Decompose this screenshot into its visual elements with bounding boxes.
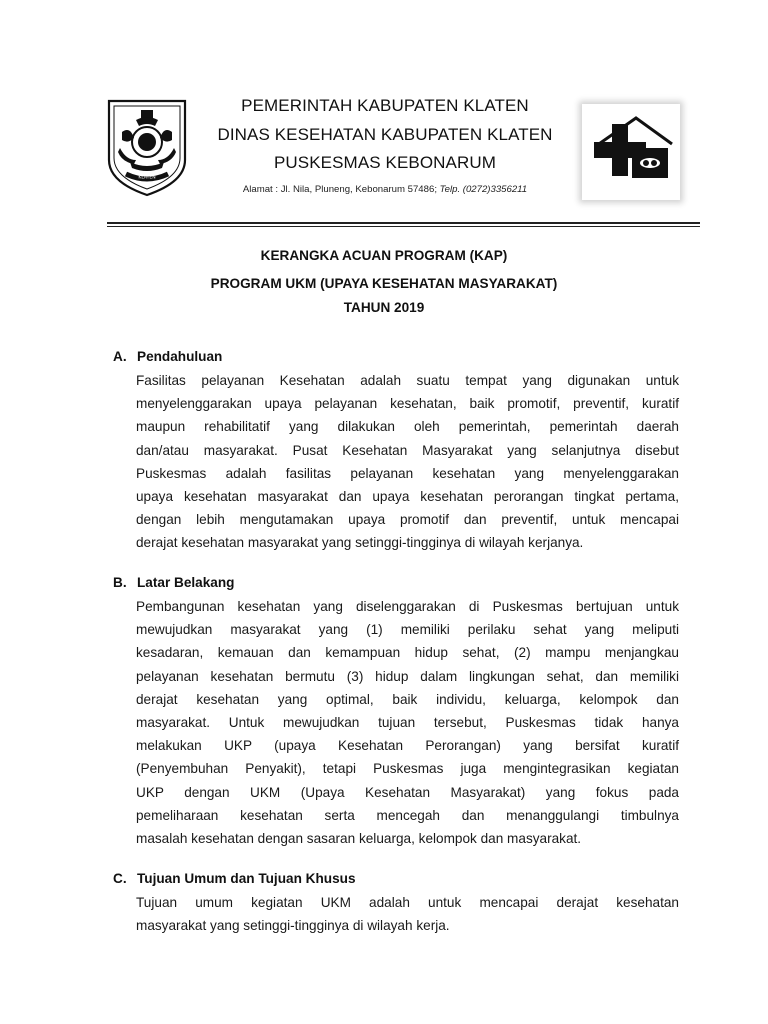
seal-ribbon-text: KLATEN — [138, 175, 156, 181]
document-subtitle: PROGRAM UKM (UPAYA KESEHATAN MASYARAKAT) — [210, 276, 558, 291]
section-c-heading — [113, 871, 356, 886]
paragraph-line: melakukan UKP (upaya Kesehatan Perorangan) yang bersifat kuratif — [136, 738, 679, 754]
section-letter: A. — [113, 349, 127, 364]
letterhead-agency: DINAS KESEHATAN KABUPATEN KLATEN — [217, 125, 553, 144]
letterhead-government: PEMERINTAH KABUPATEN KLATEN — [241, 96, 529, 115]
section-title: Tujuan Umum dan Tujuan Khusus — [137, 871, 356, 886]
section-b-paragraph — [136, 595, 679, 850]
paragraph-line: kesadaran, kemauan dan kemampuan hidup sehat, (2) mampu menjangkau — [136, 645, 679, 661]
paragraph-line: maupun rehabilitatif yang dilakukan oleh pemerintah, pemerintah daerah — [136, 419, 679, 435]
paragraph-line: Puskesmas adalah fasilitas pelayanan kesehatan yang menyelenggarakan — [136, 465, 679, 481]
section-title: Latar Belakang — [137, 575, 235, 590]
document-title: KERANGKA ACUAN PROGRAM (KAP) — [260, 248, 508, 263]
section-b-heading — [113, 575, 234, 590]
section-a-heading — [113, 349, 222, 364]
section-a-paragraph — [136, 369, 679, 555]
phone-text: Telp. (0272)3356211 — [439, 184, 528, 195]
paragraph-line: derajat kesehatan masyarakat yang setinggi-tingginya di wilayah kerjanya. — [136, 535, 584, 551]
paragraph-line: (Penyembuhan Penyakit), tetapi Puskesmas juga mengintegrasikan kegiatan — [136, 761, 679, 777]
klaten-regency-seal — [106, 98, 188, 198]
paragraph-line: derajat kesehatan yang optimal, baik individu, keluarga, kelompok dan — [136, 691, 679, 707]
paragraph-line: UKP dengan UKM (Upaya Kesehatan Masyarakat) yang fokus pada — [136, 784, 679, 800]
section-letter: C. — [113, 871, 127, 886]
puskesmas-logo — [582, 104, 680, 200]
paragraph-line: dengan lebih mengutamakan upaya promotif dan preventif, untuk mencapai — [136, 512, 679, 528]
paragraph-line: masyarakat yang setinggi-tingginya di wilayah kerja. — [136, 918, 450, 934]
address-text: Alamat : Jl. Nila, Pluneng, Kebonarum 57486; — [242, 184, 440, 195]
paragraph-line: mewujudkan masyarakat yang (1) memiliki perilaku sehat yang meliputi — [136, 622, 679, 638]
paragraph-line: pemeliharaan kesehatan serta mencegah dan menanggulangi timbulnya — [136, 807, 679, 823]
section-c-paragraph — [136, 891, 679, 937]
paragraph-line: Tujuan umum kegiatan UKM adalah untuk mencapai derajat kesehatan — [136, 895, 679, 910]
letterhead-divider-thin — [107, 226, 700, 227]
section-title: Pendahuluan — [137, 349, 223, 364]
health-cross-icon — [582, 104, 680, 200]
letterhead-address — [188, 184, 582, 195]
section-letter: B. — [113, 575, 127, 590]
document-year: TAHUN 2019 — [343, 300, 425, 315]
paragraph-line: upaya kesehatan masyarakat dan upaya kesehatan perorangan tingkat pertama, — [136, 488, 679, 504]
paragraph-line: masalah kesehatan dengan sasaran keluarga, kelompok dan masyarakat. — [136, 830, 582, 846]
paragraph-line: Fasilitas pelayanan Kesehatan adalah suatu tempat yang digunakan untuk — [136, 373, 679, 388]
paragraph-line: dan/atau masyarakat. Pusat Kesehatan Masyarakat yang selanjutnya disebut — [136, 442, 679, 458]
letterhead-divider-thick — [107, 222, 700, 224]
paragraph-line: menyelenggarakan upaya pelayanan kesehatan, baik promotif, preventif, kuratif — [136, 396, 679, 412]
letterhead-puskesmas: PUSKESMAS KEBONARUM — [273, 153, 496, 172]
paragraph-line: pelayanan kesehatan bermutu (3) hidup dalam lingkungan sehat, dan memiliki — [136, 668, 679, 684]
paragraph-line: masyarakat. Untuk mewujudkan tujuan tersebut, Puskesmas tidak hanya — [136, 714, 679, 730]
paragraph-line: Pembangunan kesehatan yang diselenggarakan di Puskesmas bertujuan untuk — [136, 599, 679, 614]
